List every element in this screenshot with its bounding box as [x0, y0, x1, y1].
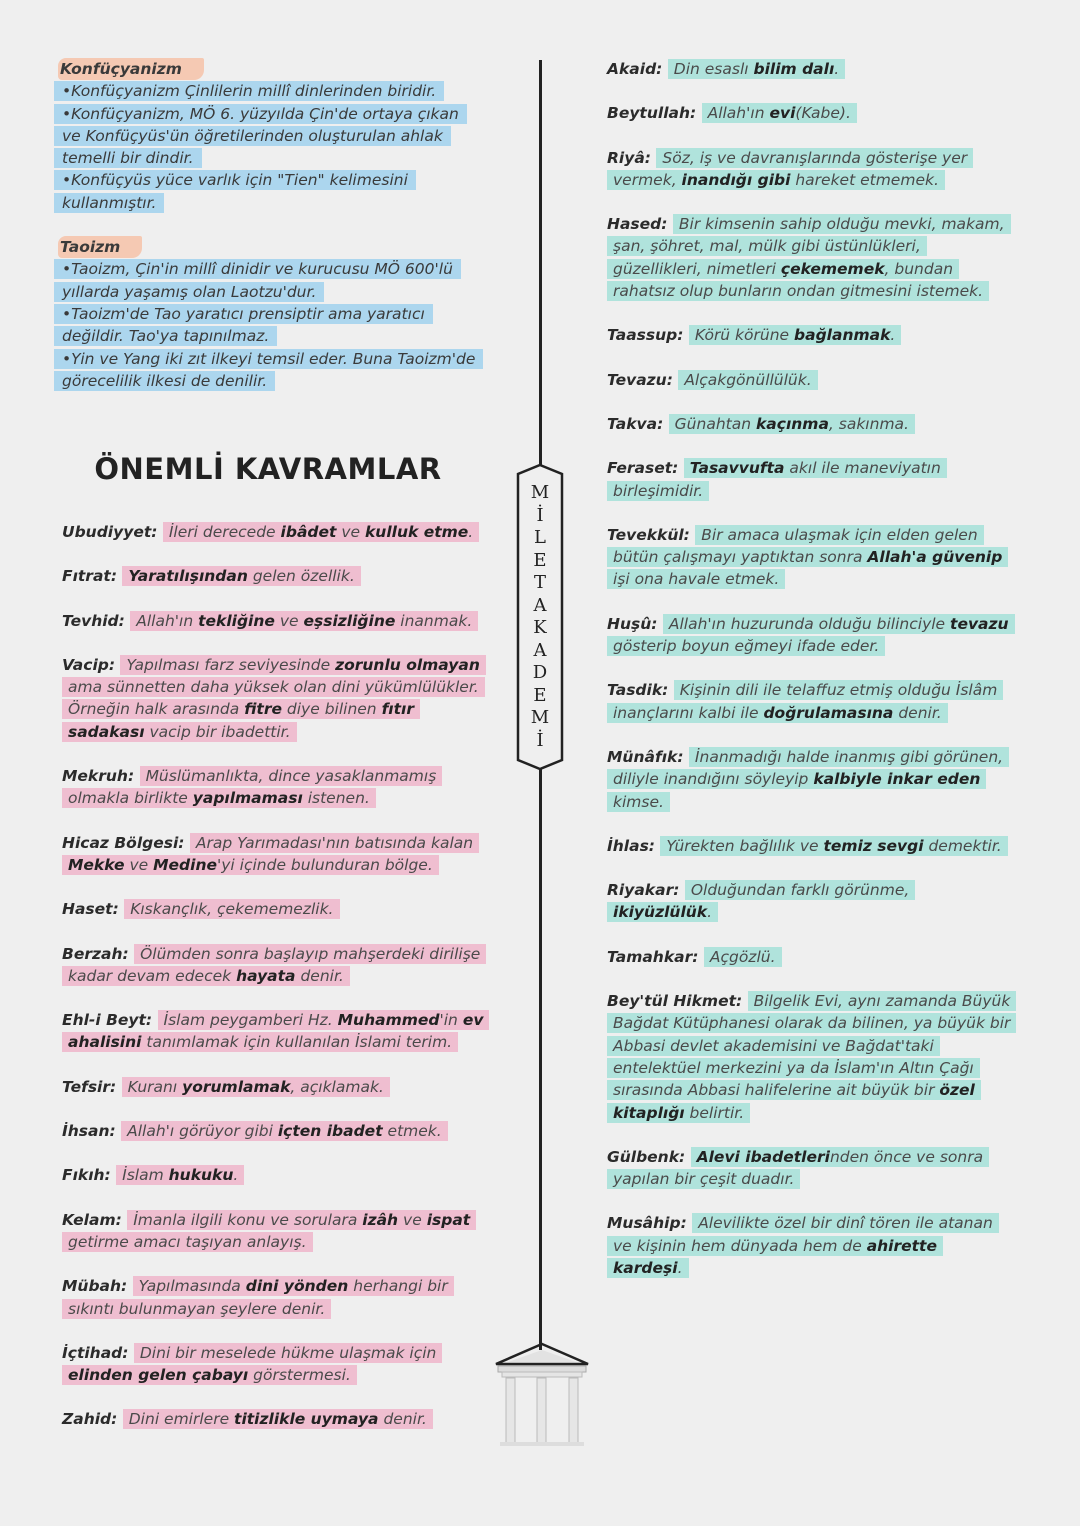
label-letter: M: [530, 707, 550, 728]
bullet-item: [54, 104, 467, 169]
text-segment: etmek.: [382, 1122, 442, 1141]
term-label: Riyakar:: [607, 881, 685, 900]
bold-keyword: fıtır sadakası: [68, 700, 414, 741]
text-segment: ve: [124, 855, 154, 874]
left-terms-list: [62, 521, 487, 1453]
text-segment: •Taoizm, Çin'in: [62, 260, 184, 279]
bold-keyword: dini yönden: [245, 1277, 349, 1296]
bold-keyword: hukuku: [168, 1166, 234, 1185]
term-definition: [121, 1121, 448, 1141]
bold-keyword: Yaratılışından: [128, 567, 248, 586]
term-entry: [607, 746, 1012, 813]
bold-keyword: çekememek: [780, 259, 885, 278]
term-entry: [62, 1342, 487, 1387]
bold-keyword: eşsizliğine: [303, 611, 396, 630]
term-label: Takva:: [607, 414, 669, 433]
bold-keyword: hayata: [236, 966, 296, 985]
term-label: Kelam:: [62, 1210, 128, 1229]
bold-keyword: millî dinidir: [183, 260, 270, 279]
bold-keyword: zorunlu olmayan: [335, 655, 480, 674]
text-segment: (Kabe).: [795, 104, 851, 123]
bold-keyword: ahirette kardeşi: [613, 1236, 937, 1277]
text-segment: denir.: [295, 966, 344, 985]
text-segment: , sakınma.: [828, 414, 909, 433]
term-label: Tamahkar:: [607, 947, 704, 966]
text-segment: görstermesi.: [248, 1366, 351, 1385]
bullet-list: [62, 258, 482, 392]
text-segment: yaratıcı prensiptir ama yaratıcı değildir. Tao'ya tapınılmaz.: [62, 304, 425, 346]
term-entry: [62, 1164, 487, 1186]
bold-keyword: Tao: [154, 304, 181, 323]
text-segment: .: [677, 1258, 683, 1277]
text-segment: , bundan rahatsız olup bunların ondan gitmesini istemek.: [613, 259, 984, 301]
text-segment: ve: [336, 523, 365, 541]
term-entry: [607, 58, 1012, 80]
term-entry: [62, 654, 487, 743]
bold-keyword: elinden gelen çabayı: [68, 1366, 249, 1385]
term-entry: [607, 102, 1012, 124]
text-segment: .: [707, 903, 713, 922]
bold-keyword: doğrulamasına: [763, 703, 894, 722]
text-segment: Müslümanlıkta, dince yasaklanmamış olmakla birlikte: [68, 767, 437, 808]
label-letter: T: [533, 572, 546, 593]
term-label: Haset:: [62, 900, 125, 919]
text-segment: •Taoizm'de: [62, 304, 155, 323]
term-label: Taassup:: [607, 326, 689, 345]
text-segment: gelen özellik.: [247, 567, 355, 586]
term-definition: [660, 836, 1007, 856]
text-segment: biridir.: [382, 82, 437, 101]
bullet-item: [54, 81, 444, 101]
term-entry: [607, 990, 1012, 1124]
bold-keyword: kulluk etme: [365, 523, 469, 541]
term-label: Tasdik:: [607, 681, 674, 700]
text-segment: herhangi bir sıkıntı bulunmayan şeylere denir.: [68, 1277, 448, 1318]
brand-vertical-label: [515, 482, 565, 752]
bullet-item: [54, 349, 483, 391]
text-segment: 'in: [439, 1011, 463, 1030]
text-segment: vacip bir ibadettir.: [144, 722, 291, 741]
label-letter: L: [534, 527, 546, 548]
term-definition: [130, 611, 478, 631]
bold-keyword: yorumlamak: [182, 1077, 291, 1096]
label-letter: E: [533, 684, 547, 706]
label-letter: İ: [536, 504, 544, 526]
term-entry: [607, 413, 1012, 435]
term-definition: [607, 148, 973, 190]
text-segment: iki zıt ilkeyi temsil eder. Buna Taoizm'de: [160, 349, 476, 368]
term-definition: [669, 414, 915, 434]
term-entry: [62, 898, 487, 920]
text-segment: .: [834, 60, 840, 78]
term-entry: [62, 1408, 487, 1430]
text-segment: Açgözlü.: [709, 947, 776, 966]
term-label: İçtihad:: [62, 1343, 134, 1362]
bold-keyword: •Yin ve Yang: [62, 349, 161, 368]
text-segment: kimse.: [613, 792, 664, 811]
bullet-item: [54, 259, 461, 301]
term-label: Tefsir:: [62, 1077, 122, 1096]
term-definition: [122, 1077, 390, 1097]
term-entry: [607, 613, 1012, 658]
text-segment: Arap Yarımadası'nın batısında kalan: [195, 833, 474, 852]
text-segment: de denilir.: [185, 371, 268, 390]
text-segment: 'yi içinde bulunduran bölge.: [217, 855, 433, 874]
term-definition: [62, 655, 486, 742]
text-segment: gösterip boyun eğmeyi ifade eder.: [613, 637, 880, 656]
label-letter: A: [533, 594, 547, 616]
bullet-item: [54, 170, 416, 212]
text-segment: Din esaslı: [673, 60, 754, 78]
text-segment: İleri derecede: [168, 523, 281, 541]
bold-keyword: ikiyüzlülük: [613, 903, 708, 922]
term-entry: [607, 213, 1012, 302]
bold-keyword: Tasavvufta: [689, 459, 785, 478]
text-segment: hareket etmemek.: [790, 170, 939, 189]
term-label: Riyâ:: [607, 148, 657, 167]
term-label: Fıtrat:: [62, 567, 123, 586]
bold-keyword: Konfüçyüs: [85, 126, 166, 145]
label-letter: K: [533, 617, 547, 638]
text-segment: nden önce ve sonra yapılan bir çeşit duadır.: [613, 1147, 984, 1189]
label-letter: D: [532, 662, 548, 683]
text-segment: Allah'ın huzurunda olduğu bilinciyle: [668, 614, 951, 633]
term-definition: [124, 899, 339, 919]
text-segment: İslam peygamberi Hz.: [163, 1011, 338, 1030]
text-segment: Kişinin dili ile telaffuz etmiş olduğu İslâm inançlarını kalbi ile: [613, 681, 998, 722]
term-label: Münâfık:: [607, 747, 689, 766]
text-segment: 'dur.: [282, 282, 317, 301]
bold-keyword: tekliğine: [198, 611, 275, 630]
bold-keyword: kalbiyle inkar eden: [813, 770, 981, 789]
bold-keyword: tevazu: [950, 614, 1009, 633]
term-label: Tevhid:: [62, 611, 131, 630]
text-segment: ama sünnetten daha yüksek olan dini yükümlülükler. Örneğin halk arasında: [68, 678, 479, 719]
text-segment: ve: [398, 1210, 427, 1229]
term-label: Ehl-i Beyt:: [62, 1011, 158, 1030]
bold-keyword: evi: [769, 104, 796, 123]
term-label: Ubudiyyet:: [62, 523, 163, 541]
text-segment: İnanmadığı halde inanmış gibi görünen, diliyle inandığını söyleyip: [613, 747, 1004, 789]
bold-keyword: Alevi ibadetleri: [696, 1147, 830, 1166]
text-segment: •Konfüçyüs yüce varlık için "Tien" kelimesini kullanmıştır.: [62, 171, 408, 212]
term-entry: [607, 324, 1012, 346]
text-segment: •Konfüçyanizm Çinlilerin: [62, 82, 258, 101]
bold-keyword: bilim dalı: [753, 60, 835, 78]
term-definition: [116, 1165, 244, 1185]
text-segment: Yapılmasında: [138, 1277, 246, 1296]
text-segment: Yürekten bağlılık ve: [666, 836, 824, 855]
text-segment: İslam: [122, 1166, 169, 1185]
term-label: Vacip:: [62, 655, 121, 674]
text-segment: işi ona havale etmek.: [613, 570, 780, 589]
term-label: Musâhip:: [607, 1214, 693, 1233]
term-label: Tevekkül:: [607, 525, 696, 544]
text-segment: 'ün öğretilerinden oluşturulan ahlak temelli bir dindir.: [62, 126, 443, 168]
term-definition: [702, 103, 857, 123]
text-segment: Dini emirlere: [128, 1410, 235, 1429]
text-segment: Kuranı: [127, 1077, 183, 1096]
text-segment: tanımlamak için kullanılan İslami terim.: [141, 1033, 453, 1052]
term-label: Hicaz Bölgesi:: [62, 833, 190, 852]
term-label: Hased:: [607, 215, 673, 234]
term-definition: [668, 59, 845, 79]
term-label: Fıkıh:: [62, 1166, 117, 1185]
label-letter: İ: [536, 729, 544, 751]
term-definition: [123, 1409, 433, 1429]
text-segment: istenen.: [302, 789, 370, 808]
bold-keyword: Medine: [153, 855, 217, 874]
text-segment: .: [890, 326, 896, 345]
text-segment: akıl ile maneviyatın birleşimidir.: [613, 459, 941, 500]
term-entry: [607, 1212, 1012, 1279]
label-letter: E: [533, 549, 547, 571]
term-label: Bey'tül Hikmet:: [607, 992, 748, 1011]
text-segment: Alevilikte özel bir dinî tören ile atanan ve kişinin hem dünyada hem de: [613, 1214, 993, 1255]
term-entry: [607, 147, 1012, 192]
label-letter: A: [533, 639, 547, 661]
text-segment: Allah'ı görüyor gibi: [127, 1122, 278, 1141]
text-segment: Allah'ın: [136, 611, 199, 630]
term-entry: [607, 1146, 1012, 1191]
text-segment: Bilgelik Evi, aynı zamanda Büyük Bağdat Kütüphanesi olarak da bilinen, ya büyük bir Abbasi devlet akademisini ve Bağdat'taki entelektüel merkezini ya da İslam'ın Altın Çağı sırasında Abbasi halifelerine ait büyük bir: [613, 992, 1011, 1100]
term-label: Mübah:: [62, 1277, 133, 1296]
term-definition: [607, 614, 1015, 656]
term-label: Akaid:: [607, 60, 668, 78]
bold-keyword: millî dinlerinden: [257, 82, 383, 101]
term-definition: [122, 566, 360, 586]
term-definition: [704, 947, 782, 967]
text-segment: getirme amacı taşıyan anlayış.: [68, 1232, 307, 1251]
bold-keyword: Allah'a güvenip: [867, 548, 1003, 567]
text-segment: denir.: [893, 703, 942, 722]
term-label: Feraset:: [607, 459, 684, 478]
text-segment: Dini bir meselede hükme ulaşmak için: [139, 1343, 437, 1362]
section-title: Konfüçyanizm: [58, 58, 204, 80]
term-label: Huşû:: [607, 614, 663, 633]
bold-keyword: özel kitaplığı: [613, 1081, 975, 1122]
bold-keyword: Muhammed: [337, 1011, 440, 1030]
text-segment: Yapılması farz seviyesinde: [126, 655, 336, 674]
text-segment: .: [233, 1166, 239, 1185]
text-segment: Günahtan: [674, 414, 756, 433]
page-title: ÖNEMLİ KAVRAMLAR: [94, 452, 442, 486]
section-title: Taoizm: [58, 236, 142, 258]
term-entry: [62, 1076, 487, 1098]
text-segment: Alçakgönüllülük.: [684, 370, 812, 389]
term-entry: [62, 1275, 487, 1320]
text-segment: Bir amaca ulaşmak için elden gelen bütün çalışmayı yaptıktan sonra: [613, 525, 978, 567]
term-entry: [607, 457, 1012, 502]
text-segment: inanmak.: [395, 611, 473, 630]
text-segment: Bir kimsenin sahip olduğu mevki, makam, şan, şöhret, mal, mülk gibi üstünlükleri, güzellikleri, nimetleri: [613, 215, 1005, 278]
term-entry: [607, 946, 1012, 968]
text-segment: Körü körüne: [694, 326, 795, 345]
bold-keyword: Mekke: [68, 855, 125, 874]
text-segment: Allah'ın: [707, 104, 770, 123]
religions-section: [62, 58, 482, 414]
bold-keyword: kaçınma: [755, 414, 829, 433]
bold-keyword: bağlanmak: [794, 326, 891, 345]
bold-keyword: görecelilik ilkesi: [62, 371, 186, 390]
text-segment: demektir.: [923, 836, 1002, 855]
bold-keyword: temiz sevgi: [823, 836, 924, 855]
temple-icon: [492, 1342, 592, 1448]
text-segment: Söz, iş ve davranışlarında gösterişe yer vermek,: [613, 148, 968, 189]
right-terms-list: [607, 58, 1012, 1301]
text-segment: , açıklamak.: [290, 1077, 384, 1096]
label-letter: M: [530, 482, 550, 503]
text-segment: denir.: [378, 1410, 427, 1429]
bold-keyword: izâh: [362, 1210, 399, 1229]
term-entry: [62, 1009, 487, 1054]
text-segment: ve: [274, 611, 304, 630]
term-entry: [62, 521, 487, 543]
text-segment: Ölümden sonra başlayıp mahşerdeki dirilişe kadar devam edecek: [68, 944, 481, 985]
term-entry: [62, 610, 487, 632]
text-segment: diye bilinen: [281, 700, 382, 719]
text-segment: ve kurucusu MÖ 600'lü yıllarda yaşamış olan: [62, 260, 453, 301]
text-segment: belirtir.: [684, 1103, 745, 1122]
bold-keyword: fitre: [244, 700, 282, 719]
bold-keyword: inandığı gibi: [681, 170, 791, 189]
term-entry: [62, 765, 487, 810]
bold-keyword: Laotzu: [230, 282, 283, 301]
bold-keyword: ev ahalisini: [68, 1011, 484, 1052]
bold-keyword: içten ibadet: [277, 1122, 383, 1141]
bold-keyword: ispat: [426, 1210, 471, 1229]
text-segment: .: [468, 523, 474, 541]
term-entry: [62, 832, 487, 877]
bullet-list: [62, 80, 482, 214]
term-label: İhlas:: [607, 836, 661, 855]
term-label: İhsan:: [62, 1122, 122, 1141]
term-label: Gülbenk:: [607, 1147, 691, 1166]
text-segment: İmanla ilgili konu ve sorulara: [133, 1210, 363, 1229]
term-label: Mekruh:: [62, 767, 140, 786]
bullet-item: [54, 304, 433, 346]
term-entry: [607, 679, 1012, 724]
term-definition: [689, 325, 902, 345]
term-label: Tevazu:: [607, 370, 679, 389]
term-label: Zahid:: [62, 1410, 123, 1429]
text-segment: Olduğundan farklı görünme,: [690, 881, 910, 900]
text-segment: •Konfüçyanizm, MÖ 6. yüzyılda Çin'de ortaya çıkan ve: [62, 104, 459, 145]
term-entry: [62, 943, 487, 988]
text-segment: Kıskançlık, çekememezlik.: [130, 900, 334, 919]
term-entry: [62, 1209, 487, 1254]
bold-keyword: ibâdet: [280, 523, 337, 541]
term-definition: [163, 522, 479, 542]
term-entry: [62, 1120, 487, 1142]
term-definition: [678, 370, 817, 390]
term-entry: [607, 835, 1012, 857]
term-entry: [607, 369, 1012, 391]
term-entry: [607, 524, 1012, 591]
term-entry: [62, 565, 487, 587]
term-label: Berzah:: [62, 944, 135, 963]
bold-keyword: titizlikle uymaya: [234, 1410, 379, 1429]
term-definition: [607, 991, 1016, 1122]
term-entry: [607, 879, 1012, 924]
term-label: Beytullah:: [607, 104, 702, 123]
bold-keyword: yapılmaması: [192, 789, 303, 808]
